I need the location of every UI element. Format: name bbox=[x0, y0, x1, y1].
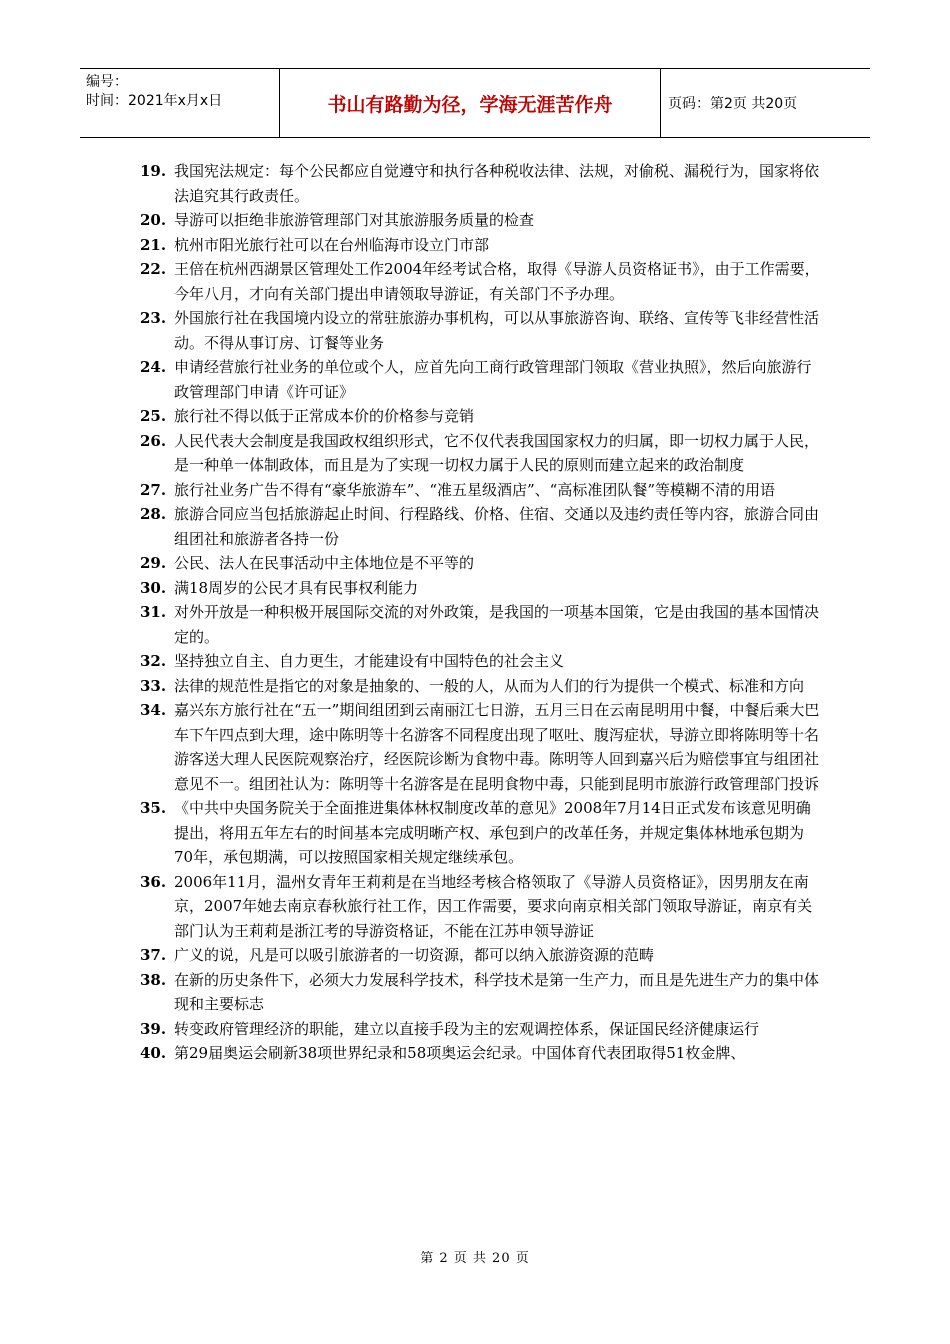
list-item bbox=[140, 1017, 820, 1042]
list-item bbox=[140, 796, 820, 870]
list-item bbox=[140, 478, 820, 503]
list-item bbox=[140, 576, 820, 601]
item-number: 37. bbox=[140, 946, 167, 964]
item-number: 21. bbox=[140, 235, 167, 254]
list-item bbox=[140, 404, 820, 429]
list-item bbox=[140, 600, 820, 649]
page-header bbox=[80, 68, 870, 138]
page-footer: 第 2 页 共 20 页 bbox=[420, 1251, 530, 1266]
item-text: 满18周岁的公民才具有民事权利能力 bbox=[174, 578, 419, 597]
item-text: 嘉兴东方旅行社在“五一”期间组团到云南丽江七日游，五月三日在云南昆明用中餐，中餐后乘大巴车下午四点到大理，途中陈明等十名游客不同程度出现了呕吐、腹泻症状，导游立即将陈明等十名游客送大理人民医院观察治疗，经医院诊断为食物中毒。陈明等人回到嘉兴后为赔偿事宜与组团社意见不一。组团社认为：陈明等十名游客是在昆明食物中毒，只能到昆明市旅游行政管理部门投诉 bbox=[174, 701, 820, 793]
item-text: 2006年11月，温州女青年王莉莉是在当地经考核合格领取了《导游人员资格证》，因男朋友在南京，2007年她去南京春秋旅行社工作，因工作需要，要求向南京相关部门领取导游证，南京有关部门认为王莉莉是浙江考的导游资格证，不能在江苏申领导游证 bbox=[174, 872, 813, 940]
item-text: 申请经营旅行社业务的单位或个人，应首先向工商行政管理部门领取《营业执照》，然后向旅游行政管理部门申请《许可证》 bbox=[174, 358, 812, 401]
item-number: 28. bbox=[140, 505, 167, 523]
item-text: 导游可以拒绝非旅游管理部门对其旅游服务质量的检查 bbox=[174, 211, 535, 229]
list-item bbox=[140, 257, 820, 306]
list-item bbox=[140, 674, 820, 699]
item-number: 31. bbox=[140, 603, 167, 621]
list-item bbox=[140, 208, 820, 233]
item-text: 在新的历史条件下，必须大力发展科学技术，科学技术是第一生产力，而且是先进生产力的集中体现和主要标志 bbox=[174, 970, 820, 1013]
list-item bbox=[140, 698, 820, 796]
item-number: 25. bbox=[140, 407, 167, 425]
item-number: 19. bbox=[140, 162, 167, 180]
item-text: 王倍在杭州西湖景区管理处工作2004年经考试合格，取得《导游人员资格证书》，由于工作需要，今年八月，才向有关部门提出申请领取导游证，有关部门不予办理。 bbox=[174, 260, 820, 303]
item-text: 我国宪法规定：每个公民都应自觉遵守和执行各种税收法律、法规，对偷税、漏税行为，国家将依法追究其行政责任。 bbox=[174, 162, 820, 205]
question-list bbox=[140, 159, 820, 1066]
list-item bbox=[140, 968, 820, 1017]
list-item bbox=[140, 551, 820, 576]
item-text: 旅行社业务广告不得有“豪华旅游车”、“准五星级酒店”、“高标准团队餐”等模糊不清的用语 bbox=[174, 480, 776, 499]
item-number: 40. bbox=[140, 1044, 167, 1062]
item-number: 27. bbox=[140, 480, 167, 499]
item-number: 38. bbox=[140, 970, 167, 989]
list-item bbox=[140, 943, 820, 968]
header-info bbox=[80, 69, 280, 137]
list-item bbox=[140, 502, 820, 551]
header-page-number: 页码：第2页 共20页 bbox=[668, 96, 798, 112]
item-number: 34. bbox=[140, 701, 167, 719]
item-number: 24. bbox=[140, 358, 167, 376]
item-text: 第29届奥运会刷新38项世界纪录和58项奥运会纪录。中国体育代表团取得51枚金牌、 bbox=[174, 1044, 746, 1062]
item-number: 29. bbox=[140, 554, 167, 572]
item-text: 法律的规范性是指它的对象是抽象的、一般的人，从而为人们的行为提供一个模式、标准和方向 bbox=[174, 676, 805, 695]
item-text: 转变政府管理经济的职能，建立以直接手段为主的宏观调控体系，保证国民经济健康运行 bbox=[174, 1019, 760, 1038]
list-item bbox=[140, 306, 820, 355]
code-label: 编号： bbox=[86, 74, 128, 90]
item-number: 30. bbox=[140, 578, 167, 597]
item-number: 33. bbox=[140, 676, 167, 695]
item-number: 36. bbox=[140, 872, 167, 891]
header-motto: 书山有路勤为径，学海无涯苦作舟 bbox=[280, 69, 661, 137]
list-item bbox=[140, 159, 820, 208]
item-text: 坚持独立自主、自力更生，才能建设有中国特色的社会主义 bbox=[174, 652, 565, 670]
item-number: 23. bbox=[140, 309, 167, 327]
item-text: 杭州市阳光旅行社可以在台州临海市设立门市部 bbox=[174, 235, 490, 254]
list-item bbox=[140, 233, 820, 258]
item-number: 35. bbox=[140, 799, 167, 817]
item-text: 公民、法人在民事活动中主体地位是不平等的 bbox=[174, 554, 475, 572]
list-item bbox=[140, 1041, 820, 1066]
item-text: 广义的说，凡是可以吸引旅游者的一切资源，都可以纳入旅游资源的范畴 bbox=[174, 946, 655, 964]
item-text: 《中共中央国务院关于全面推进集体林权制度改革的意见》2008年7月14日正式发布该意见明确提出，将用五年左右的时间基本完成明晰产权、承包到户的改革任务，并规定集体林地承包期为70年，承包期满，可以按照国家相关规定继续承包。 bbox=[174, 799, 811, 866]
item-text: 人民代表大会制度是我国政权组织形式，它不仅代表我国国家权力的归属，即一切权力属于人民，是一种单一体制政体，而且是为了实现一切权力属于人民的原则而建立起来的政治制度 bbox=[174, 431, 820, 474]
item-text: 外国旅行社在我国境内设立的常驻旅游办事机构，可以从事旅游咨询、联络、宣传等飞非经营性活动。不得从事订房、订餐等业务 bbox=[174, 309, 820, 352]
item-text: 对外开放是一种积极开展国际交流的对外政策，是我国的一项基本国策，它是由我国的基本国情决定的。 bbox=[174, 603, 820, 646]
item-number: 26. bbox=[140, 431, 167, 450]
list-item bbox=[140, 429, 820, 478]
list-item bbox=[140, 649, 820, 674]
item-text: 旅游合同应当包括旅游起止时间、行程路线、价格、住宿、交通以及违约责任等内容，旅游合同由组团社和旅游者各持一份 bbox=[174, 505, 820, 548]
item-number: 39. bbox=[140, 1019, 167, 1038]
item-number: 20. bbox=[140, 211, 167, 229]
item-text: 旅行社不得以低于正常成本价的价格参与竞销 bbox=[174, 407, 475, 425]
list-item bbox=[140, 355, 820, 404]
item-number: 32. bbox=[140, 652, 167, 670]
list-item bbox=[140, 870, 820, 944]
item-number: 22. bbox=[140, 260, 167, 278]
date-label: 时间：2021年x月x日 bbox=[86, 93, 223, 109]
